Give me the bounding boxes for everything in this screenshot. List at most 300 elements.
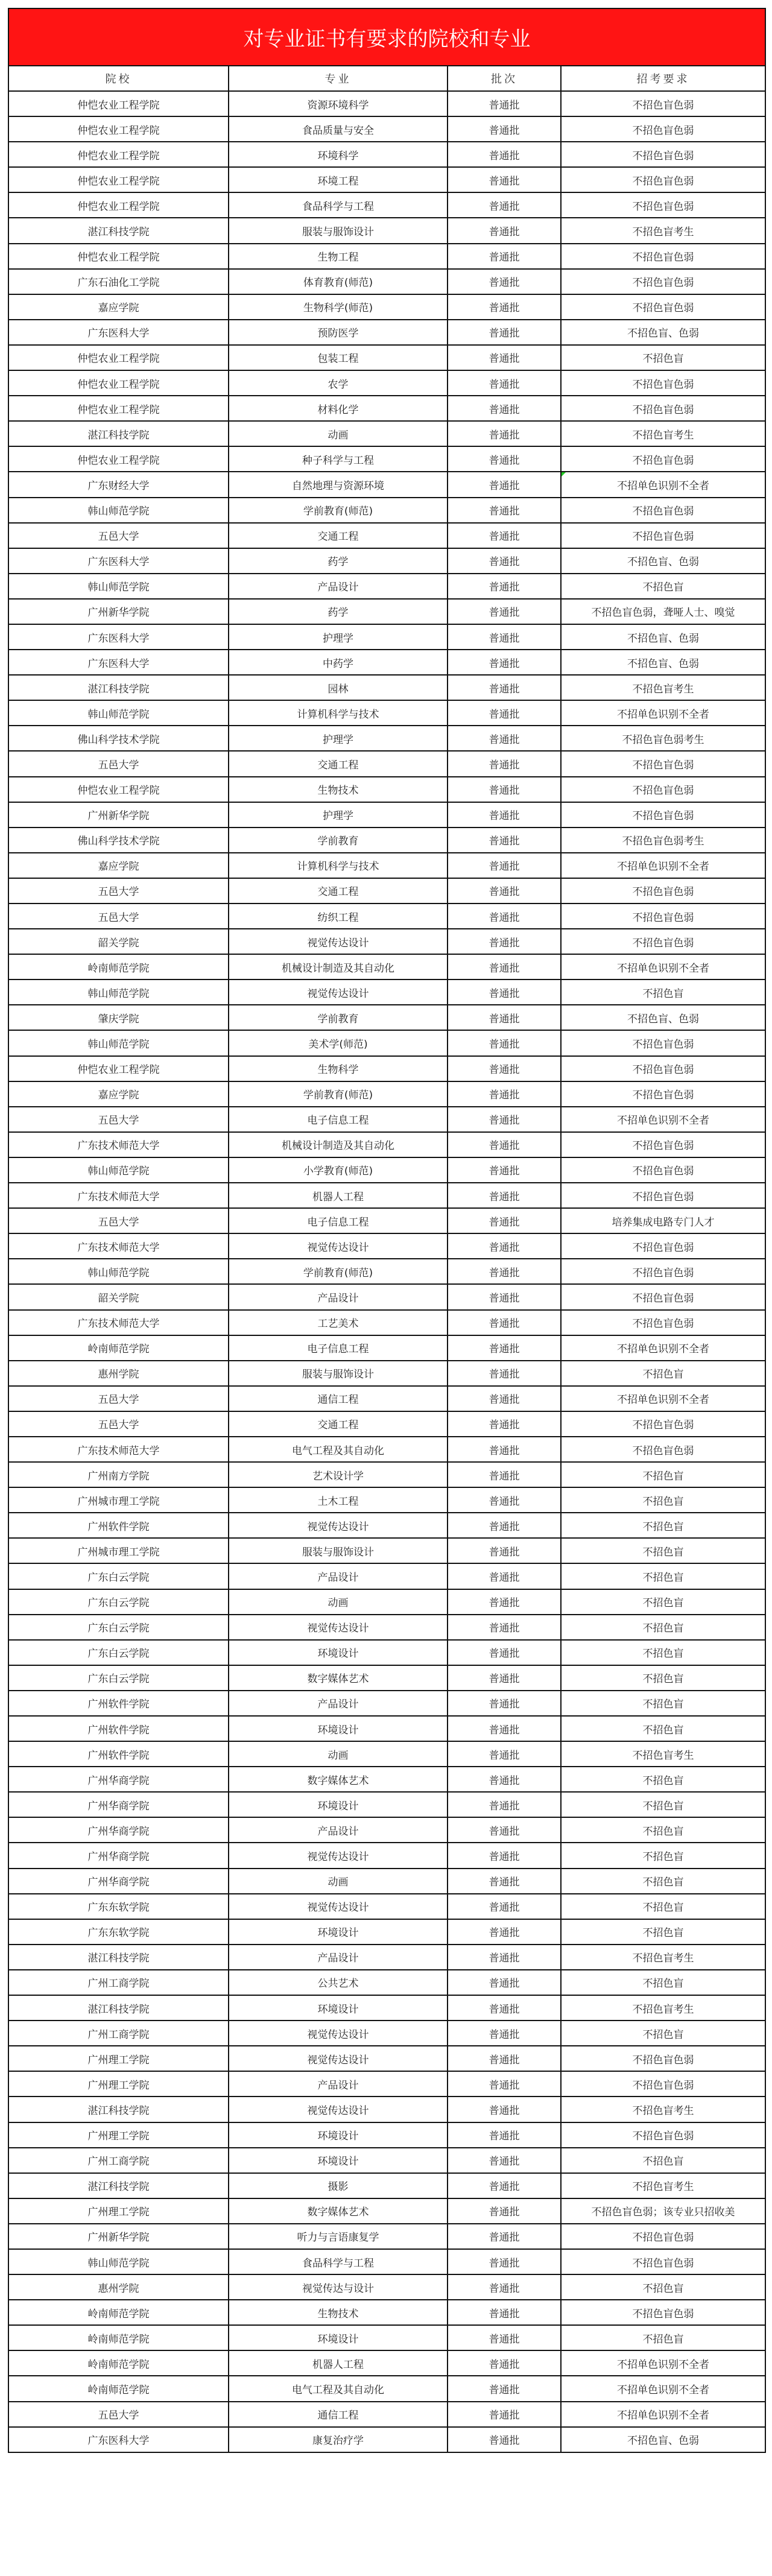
major-cell[interactable]: 美术学(师范) — [229, 1030, 448, 1055]
batch-cell[interactable]: 普通批 — [448, 1487, 561, 1513]
major-cell[interactable]: 农学 — [229, 370, 448, 396]
school-cell[interactable]: 湛江科技学院 — [9, 2097, 229, 2122]
major-cell[interactable]: 动画 — [229, 1741, 448, 1767]
requirement-cell[interactable] — [561, 1361, 765, 1386]
requirement-cell[interactable] — [561, 167, 765, 192]
school-cell[interactable]: 仲恺农业工程学院 — [9, 446, 229, 472]
requirement-cell[interactable] — [561, 1945, 765, 1970]
school-cell[interactable]: 广东医科大学 — [9, 320, 229, 345]
major-cell[interactable]: 学前教育 — [229, 828, 448, 853]
batch-cell[interactable]: 普通批 — [448, 675, 561, 700]
major-cell[interactable]: 环境设计 — [229, 2325, 448, 2350]
major-cell[interactable]: 中药学 — [229, 650, 448, 675]
major-cell[interactable]: 预防医学 — [229, 320, 448, 345]
batch-cell[interactable]: 普通批 — [448, 1386, 561, 1411]
requirement-cell[interactable] — [561, 1869, 765, 1894]
school-cell[interactable]: 五邑大学 — [9, 523, 229, 548]
requirement-cell[interactable] — [561, 1107, 765, 1132]
requirement-cell[interactable] — [561, 446, 765, 472]
batch-cell[interactable]: 普通批 — [448, 1538, 561, 1563]
batch-cell[interactable]: 普通批 — [448, 2071, 561, 2097]
major-cell[interactable]: 机器人工程 — [229, 2350, 448, 2376]
school-cell[interactable]: 广州软件学院 — [9, 1513, 229, 1538]
requirement-cell[interactable] — [561, 1487, 765, 1513]
major-cell[interactable]: 计算机科学与技术 — [229, 700, 448, 726]
school-cell[interactable]: 仲恺农业工程学院 — [9, 396, 229, 421]
batch-cell[interactable]: 普通批 — [448, 498, 561, 523]
school-cell[interactable]: 仲恺农业工程学院 — [9, 192, 229, 218]
major-cell[interactable]: 视觉传达设计 — [229, 1513, 448, 1538]
major-cell[interactable]: 食品科学与工程 — [229, 192, 448, 218]
major-cell[interactable]: 环境设计 — [229, 1640, 448, 1665]
school-cell[interactable]: 湛江科技学院 — [9, 1945, 229, 1970]
requirement-cell[interactable] — [561, 929, 765, 954]
requirement-cell[interactable] — [561, 802, 765, 828]
school-cell[interactable]: 肇庆学院 — [9, 1005, 229, 1030]
school-cell[interactable]: 广东技术师范大学 — [9, 1132, 229, 1157]
requirement-cell[interactable] — [561, 269, 765, 294]
school-cell[interactable]: 广东白云学院 — [9, 1665, 229, 1691]
major-cell[interactable]: 材料化学 — [229, 396, 448, 421]
batch-cell[interactable]: 普通批 — [448, 244, 561, 269]
requirement-cell[interactable] — [561, 2376, 765, 2401]
school-cell[interactable]: 广州理工学院 — [9, 2198, 229, 2224]
school-cell[interactable]: 韶关学院 — [9, 1284, 229, 1309]
school-cell[interactable]: 韩山师范学院 — [9, 1259, 229, 1284]
school-cell[interactable]: 韩山师范学院 — [9, 1157, 229, 1183]
batch-cell[interactable]: 普通批 — [448, 548, 561, 574]
requirement-cell[interactable] — [561, 726, 765, 751]
batch-cell[interactable]: 普通批 — [448, 2224, 561, 2249]
major-cell[interactable]: 生物技术 — [229, 2300, 448, 2325]
requirement-cell[interactable] — [561, 2325, 765, 2350]
batch-cell[interactable]: 普通批 — [448, 979, 561, 1005]
batch-cell[interactable]: 普通批 — [448, 2097, 561, 2122]
batch-cell[interactable]: 普通批 — [448, 1869, 561, 1894]
requirement-cell[interactable] — [561, 1741, 765, 1767]
major-cell[interactable]: 视觉传达设计 — [229, 979, 448, 1005]
batch-cell[interactable]: 普通批 — [448, 1361, 561, 1386]
major-cell[interactable]: 服装与服饰设计 — [229, 1538, 448, 1563]
batch-cell[interactable]: 普通批 — [448, 1995, 561, 2021]
batch-cell[interactable]: 普通批 — [448, 2148, 561, 2173]
major-cell[interactable]: 电子信息工程 — [229, 1335, 448, 1361]
batch-cell[interactable]: 普通批 — [448, 929, 561, 954]
requirement-cell[interactable] — [561, 1995, 765, 2021]
batch-cell[interactable]: 普通批 — [448, 1233, 561, 1259]
school-cell[interactable]: 广州理工学院 — [9, 2122, 229, 2148]
school-cell[interactable]: 五邑大学 — [9, 1208, 229, 1233]
batch-cell[interactable]: 普通批 — [448, 1894, 561, 1919]
batch-cell[interactable]: 普通批 — [448, 1081, 561, 1107]
batch-cell[interactable]: 普通批 — [448, 1335, 561, 1361]
requirement-cell[interactable] — [561, 1335, 765, 1361]
school-cell[interactable]: 岭南师范学院 — [9, 2300, 229, 2325]
batch-cell[interactable]: 普通批 — [448, 167, 561, 192]
batch-cell[interactable]: 普通批 — [448, 624, 561, 650]
school-cell[interactable]: 韩山师范学院 — [9, 498, 229, 523]
requirement-cell[interactable] — [561, 624, 765, 650]
requirement-cell[interactable] — [561, 2427, 765, 2452]
school-cell[interactable]: 湛江科技学院 — [9, 218, 229, 243]
major-cell[interactable]: 艺术设计学 — [229, 1462, 448, 1487]
school-cell[interactable]: 广州华商学院 — [9, 1792, 229, 1817]
requirement-cell[interactable] — [561, 294, 765, 320]
major-cell[interactable]: 服装与服饰设计 — [229, 1361, 448, 1386]
requirement-cell[interactable] — [561, 1691, 765, 1716]
major-cell[interactable]: 产品设计 — [229, 1945, 448, 1970]
requirement-cell[interactable] — [561, 1183, 765, 1208]
major-cell[interactable]: 自然地理与资源环境 — [229, 472, 448, 497]
school-cell[interactable]: 广州工商学院 — [9, 1970, 229, 1995]
school-cell[interactable]: 岭南师范学院 — [9, 1335, 229, 1361]
batch-cell[interactable]: 普通批 — [448, 1792, 561, 1817]
school-cell[interactable]: 惠州学院 — [9, 2274, 229, 2300]
requirement-cell[interactable] — [561, 1665, 765, 1691]
batch-cell[interactable]: 普通批 — [448, 700, 561, 726]
requirement-cell[interactable] — [561, 1817, 765, 1843]
requirement-cell[interactable] — [561, 1132, 765, 1157]
requirement-cell[interactable] — [561, 2402, 765, 2427]
requirement-cell[interactable] — [561, 498, 765, 523]
major-cell[interactable]: 食品质量与安全 — [229, 116, 448, 142]
batch-cell[interactable]: 普通批 — [448, 853, 561, 878]
major-cell[interactable]: 产品设计 — [229, 574, 448, 599]
major-cell[interactable]: 土木工程 — [229, 1487, 448, 1513]
major-cell[interactable]: 交通工程 — [229, 523, 448, 548]
requirement-cell[interactable] — [561, 2148, 765, 2173]
batch-cell[interactable]: 普通批 — [448, 1183, 561, 1208]
requirement-cell[interactable] — [561, 1056, 765, 1081]
school-cell[interactable]: 广东医科大学 — [9, 548, 229, 574]
requirement-cell[interactable] — [561, 1589, 765, 1615]
requirement-cell[interactable] — [561, 244, 765, 269]
requirement-cell[interactable] — [561, 1919, 765, 1945]
requirement-cell[interactable] — [561, 979, 765, 1005]
requirement-cell[interactable] — [561, 1716, 765, 1741]
requirement-cell[interactable] — [561, 1640, 765, 1665]
batch-cell[interactable]: 普通批 — [448, 142, 561, 167]
school-cell[interactable]: 广东白云学院 — [9, 1563, 229, 1589]
requirement-cell[interactable] — [561, 599, 765, 624]
major-cell[interactable]: 电子信息工程 — [229, 1107, 448, 1132]
school-cell[interactable]: 仲恺农业工程学院 — [9, 777, 229, 802]
batch-cell[interactable]: 普通批 — [448, 954, 561, 979]
batch-cell[interactable]: 普通批 — [448, 1767, 561, 1792]
batch-cell[interactable]: 普通批 — [448, 574, 561, 599]
major-cell[interactable]: 产品设计 — [229, 1284, 448, 1309]
school-cell[interactable]: 广东技术师范大学 — [9, 1233, 229, 1259]
school-cell[interactable]: 韩山师范学院 — [9, 700, 229, 726]
requirement-cell[interactable] — [561, 1437, 765, 1462]
batch-cell[interactable]: 普通批 — [448, 1843, 561, 1868]
batch-cell[interactable]: 普通批 — [448, 2402, 561, 2427]
requirement-cell[interactable] — [561, 574, 765, 599]
major-cell[interactable]: 生物科学(师范) — [229, 294, 448, 320]
major-cell[interactable]: 康复治疗学 — [229, 2427, 448, 2452]
major-cell[interactable]: 学前教育(师范) — [229, 1081, 448, 1107]
major-cell[interactable]: 学前教育(师范) — [229, 1259, 448, 1284]
school-cell[interactable]: 五邑大学 — [9, 1386, 229, 1411]
requirement-cell[interactable] — [561, 1259, 765, 1284]
school-cell[interactable]: 广东东软学院 — [9, 1919, 229, 1945]
school-cell[interactable]: 仲恺农业工程学院 — [9, 345, 229, 370]
requirement-cell[interactable] — [561, 2198, 765, 2224]
major-cell[interactable]: 摄影 — [229, 2173, 448, 2198]
major-cell[interactable]: 环境设计 — [229, 1919, 448, 1945]
batch-cell[interactable]: 普通批 — [448, 1615, 561, 1640]
school-cell[interactable]: 广东技术师范大学 — [9, 1437, 229, 1462]
school-cell[interactable]: 广州工商学院 — [9, 2021, 229, 2046]
batch-cell[interactable]: 普通批 — [448, 751, 561, 776]
requirement-cell[interactable] — [561, 523, 765, 548]
requirement-cell[interactable] — [561, 1538, 765, 1563]
batch-cell[interactable]: 普通批 — [448, 446, 561, 472]
major-cell[interactable]: 视觉传达设计 — [229, 1233, 448, 1259]
batch-cell[interactable]: 普通批 — [448, 2122, 561, 2148]
batch-cell[interactable]: 普通批 — [448, 1563, 561, 1589]
batch-cell[interactable]: 普通批 — [448, 370, 561, 396]
major-cell[interactable]: 交通工程 — [229, 878, 448, 903]
batch-cell[interactable]: 普通批 — [448, 2376, 561, 2401]
school-cell[interactable]: 五邑大学 — [9, 878, 229, 903]
school-cell[interactable]: 广州软件学院 — [9, 1691, 229, 1716]
school-cell[interactable]: 湛江科技学院 — [9, 2173, 229, 2198]
requirement-cell[interactable] — [561, 370, 765, 396]
school-cell[interactable]: 广州软件学院 — [9, 1716, 229, 1741]
requirement-cell[interactable] — [561, 1386, 765, 1411]
requirement-cell[interactable] — [561, 345, 765, 370]
requirement-cell[interactable] — [561, 1894, 765, 1919]
school-cell[interactable]: 五邑大学 — [9, 1107, 229, 1132]
requirement-cell[interactable] — [561, 91, 765, 116]
school-cell[interactable]: 岭南师范学院 — [9, 2350, 229, 2376]
batch-cell[interactable]: 普通批 — [448, 2249, 561, 2274]
school-cell[interactable]: 广州软件学院 — [9, 1741, 229, 1767]
batch-cell[interactable]: 普通批 — [448, 2274, 561, 2300]
batch-cell[interactable]: 普通批 — [448, 1589, 561, 1615]
batch-cell[interactable]: 普通批 — [448, 2046, 561, 2071]
batch-cell[interactable]: 普通批 — [448, 1462, 561, 1487]
requirement-cell[interactable] — [561, 777, 765, 802]
requirement-cell[interactable] — [561, 2122, 765, 2148]
major-cell[interactable]: 数字媒体艺术 — [229, 1767, 448, 1792]
school-cell[interactable]: 仲恺农业工程学院 — [9, 167, 229, 192]
school-cell[interactable]: 仲恺农业工程学院 — [9, 1056, 229, 1081]
school-cell[interactable]: 韩山师范学院 — [9, 574, 229, 599]
major-cell[interactable]: 生物技术 — [229, 777, 448, 802]
major-cell[interactable]: 护理学 — [229, 726, 448, 751]
requirement-cell[interactable] — [561, 2274, 765, 2300]
batch-cell[interactable]: 普通批 — [448, 1513, 561, 1538]
school-cell[interactable]: 广州新华学院 — [9, 802, 229, 828]
major-cell[interactable]: 电气工程及其自动化 — [229, 1437, 448, 1462]
batch-cell[interactable]: 普通批 — [448, 1640, 561, 1665]
major-cell[interactable]: 交通工程 — [229, 751, 448, 776]
requirement-cell[interactable] — [561, 1615, 765, 1640]
major-cell[interactable]: 小学教育(师范) — [229, 1157, 448, 1183]
requirement-cell[interactable] — [561, 2350, 765, 2376]
requirement-cell[interactable] — [561, 1284, 765, 1309]
school-cell[interactable]: 广州华商学院 — [9, 1767, 229, 1792]
requirement-cell[interactable] — [561, 2173, 765, 2198]
major-cell[interactable]: 园林 — [229, 675, 448, 700]
school-cell[interactable]: 湛江科技学院 — [9, 1995, 229, 2021]
requirement-cell[interactable] — [561, 1843, 765, 1868]
requirement-cell[interactable] — [561, 903, 765, 929]
major-cell[interactable]: 数字媒体艺术 — [229, 1665, 448, 1691]
major-cell[interactable]: 护理学 — [229, 802, 448, 828]
major-cell[interactable]: 资源环境科学 — [229, 91, 448, 116]
batch-cell[interactable]: 普通批 — [448, 726, 561, 751]
batch-cell[interactable]: 普通批 — [448, 192, 561, 218]
batch-cell[interactable]: 普通批 — [448, 1132, 561, 1157]
requirement-cell[interactable] — [561, 650, 765, 675]
batch-cell[interactable]: 普通批 — [448, 2350, 561, 2376]
batch-cell[interactable]: 普通批 — [448, 2021, 561, 2046]
batch-cell[interactable]: 普通批 — [448, 1665, 561, 1691]
requirement-cell[interactable] — [561, 320, 765, 345]
requirement-cell[interactable] — [561, 192, 765, 218]
requirement-cell[interactable] — [561, 472, 765, 497]
school-cell[interactable]: 嘉应学院 — [9, 294, 229, 320]
major-cell[interactable]: 视觉传达设计 — [229, 1894, 448, 1919]
batch-cell[interactable]: 普通批 — [448, 320, 561, 345]
requirement-cell[interactable] — [561, 1005, 765, 1030]
batch-cell[interactable]: 普通批 — [448, 650, 561, 675]
major-cell[interactable]: 视觉传达设计 — [229, 2021, 448, 2046]
requirement-cell[interactable] — [561, 954, 765, 979]
batch-cell[interactable]: 普通批 — [448, 1310, 561, 1335]
school-cell[interactable]: 广东技术师范大学 — [9, 1183, 229, 1208]
school-cell[interactable]: 广州南方学院 — [9, 1462, 229, 1487]
major-cell[interactable]: 环境工程 — [229, 167, 448, 192]
major-cell[interactable]: 服装与服饰设计 — [229, 218, 448, 243]
school-cell[interactable]: 韩山师范学院 — [9, 979, 229, 1005]
requirement-cell[interactable] — [561, 2097, 765, 2122]
requirement-cell[interactable] — [561, 675, 765, 700]
major-cell[interactable]: 环境设计 — [229, 1716, 448, 1741]
batch-cell[interactable]: 普通批 — [448, 2325, 561, 2350]
school-cell[interactable]: 韶关学院 — [9, 929, 229, 954]
school-cell[interactable]: 广州新华学院 — [9, 599, 229, 624]
school-cell[interactable]: 湛江科技学院 — [9, 675, 229, 700]
requirement-cell[interactable] — [561, 2300, 765, 2325]
school-cell[interactable]: 广州工商学院 — [9, 2148, 229, 2173]
batch-cell[interactable]: 普通批 — [448, 2173, 561, 2198]
batch-cell[interactable]: 普通批 — [448, 1056, 561, 1081]
school-cell[interactable]: 广东白云学院 — [9, 1615, 229, 1640]
batch-cell[interactable]: 普通批 — [448, 802, 561, 828]
batch-cell[interactable]: 普通批 — [448, 1259, 561, 1284]
batch-cell[interactable]: 普通批 — [448, 777, 561, 802]
major-cell[interactable]: 产品设计 — [229, 1817, 448, 1843]
requirement-cell[interactable] — [561, 853, 765, 878]
school-cell[interactable]: 仲恺农业工程学院 — [9, 142, 229, 167]
school-cell[interactable]: 五邑大学 — [9, 1411, 229, 1437]
requirement-cell[interactable] — [561, 218, 765, 243]
school-cell[interactable]: 广东医科大学 — [9, 624, 229, 650]
batch-cell[interactable]: 普通批 — [448, 396, 561, 421]
requirement-cell[interactable] — [561, 751, 765, 776]
requirement-cell[interactable] — [561, 116, 765, 142]
major-cell[interactable]: 包装工程 — [229, 345, 448, 370]
requirement-cell[interactable] — [561, 1233, 765, 1259]
requirement-cell[interactable] — [561, 1462, 765, 1487]
batch-cell[interactable]: 普通批 — [448, 472, 561, 497]
batch-cell[interactable]: 普通批 — [448, 1030, 561, 1055]
school-cell[interactable]: 嘉应学院 — [9, 1081, 229, 1107]
requirement-cell[interactable] — [561, 1081, 765, 1107]
major-cell[interactable]: 学前教育(师范) — [229, 498, 448, 523]
batch-cell[interactable]: 普通批 — [448, 1411, 561, 1437]
batch-cell[interactable]: 普通批 — [448, 2427, 561, 2452]
major-cell[interactable]: 计算机科学与技术 — [229, 853, 448, 878]
major-cell[interactable]: 动画 — [229, 1589, 448, 1615]
batch-cell[interactable]: 普通批 — [448, 903, 561, 929]
batch-cell[interactable]: 普通批 — [448, 2300, 561, 2325]
batch-cell[interactable]: 普通批 — [448, 91, 561, 116]
batch-cell[interactable]: 普通批 — [448, 1691, 561, 1716]
batch-cell[interactable]: 普通批 — [448, 1005, 561, 1030]
requirement-cell[interactable] — [561, 2021, 765, 2046]
major-cell[interactable]: 视觉传达设计 — [229, 1843, 448, 1868]
school-cell[interactable]: 广州城市理工学院 — [9, 1487, 229, 1513]
school-cell[interactable]: 岭南师范学院 — [9, 2325, 229, 2350]
batch-cell[interactable]: 普通批 — [448, 1741, 561, 1767]
batch-cell[interactable]: 普通批 — [448, 269, 561, 294]
major-cell[interactable]: 护理学 — [229, 624, 448, 650]
major-cell[interactable]: 药学 — [229, 599, 448, 624]
batch-cell[interactable]: 普通批 — [448, 2198, 561, 2224]
major-cell[interactable]: 视觉传达设计 — [229, 2097, 448, 2122]
batch-cell[interactable]: 普通批 — [448, 1437, 561, 1462]
school-cell[interactable]: 广东白云学院 — [9, 1640, 229, 1665]
school-cell[interactable]: 广东医科大学 — [9, 650, 229, 675]
requirement-cell[interactable] — [561, 1310, 765, 1335]
major-cell[interactable]: 环境设计 — [229, 2148, 448, 2173]
requirement-cell[interactable] — [561, 1513, 765, 1538]
school-cell[interactable]: 广东医科大学 — [9, 2427, 229, 2452]
major-cell[interactable]: 视觉传达设计 — [229, 2046, 448, 2071]
major-cell[interactable]: 工艺美术 — [229, 1310, 448, 1335]
requirement-cell[interactable] — [561, 1030, 765, 1055]
school-cell[interactable]: 岭南师范学院 — [9, 2376, 229, 2401]
major-cell[interactable]: 体育教育(师范) — [229, 269, 448, 294]
major-cell[interactable]: 交通工程 — [229, 1411, 448, 1437]
requirement-cell[interactable] — [561, 1411, 765, 1437]
requirement-cell[interactable] — [561, 1563, 765, 1589]
school-cell[interactable]: 广州华商学院 — [9, 1869, 229, 1894]
batch-cell[interactable]: 普通批 — [448, 828, 561, 853]
major-cell[interactable]: 环境设计 — [229, 2122, 448, 2148]
school-cell[interactable]: 仲恺农业工程学院 — [9, 244, 229, 269]
school-cell[interactable]: 湛江科技学院 — [9, 421, 229, 446]
major-cell[interactable]: 种子科学与工程 — [229, 446, 448, 472]
major-cell[interactable]: 视觉传达设计 — [229, 1615, 448, 1640]
major-cell[interactable]: 环境科学 — [229, 142, 448, 167]
school-cell[interactable]: 广东东软学院 — [9, 1894, 229, 1919]
school-cell[interactable]: 仲恺农业工程学院 — [9, 116, 229, 142]
school-cell[interactable]: 佛山科学技术学院 — [9, 726, 229, 751]
major-cell[interactable]: 听力与言语康复学 — [229, 2224, 448, 2249]
major-cell[interactable]: 食品科学与工程 — [229, 2249, 448, 2274]
school-cell[interactable]: 五邑大学 — [9, 903, 229, 929]
requirement-cell[interactable] — [561, 396, 765, 421]
school-cell[interactable]: 广州城市理工学院 — [9, 1538, 229, 1563]
major-cell[interactable]: 通信工程 — [229, 1386, 448, 1411]
school-cell[interactable]: 广州华商学院 — [9, 1843, 229, 1868]
